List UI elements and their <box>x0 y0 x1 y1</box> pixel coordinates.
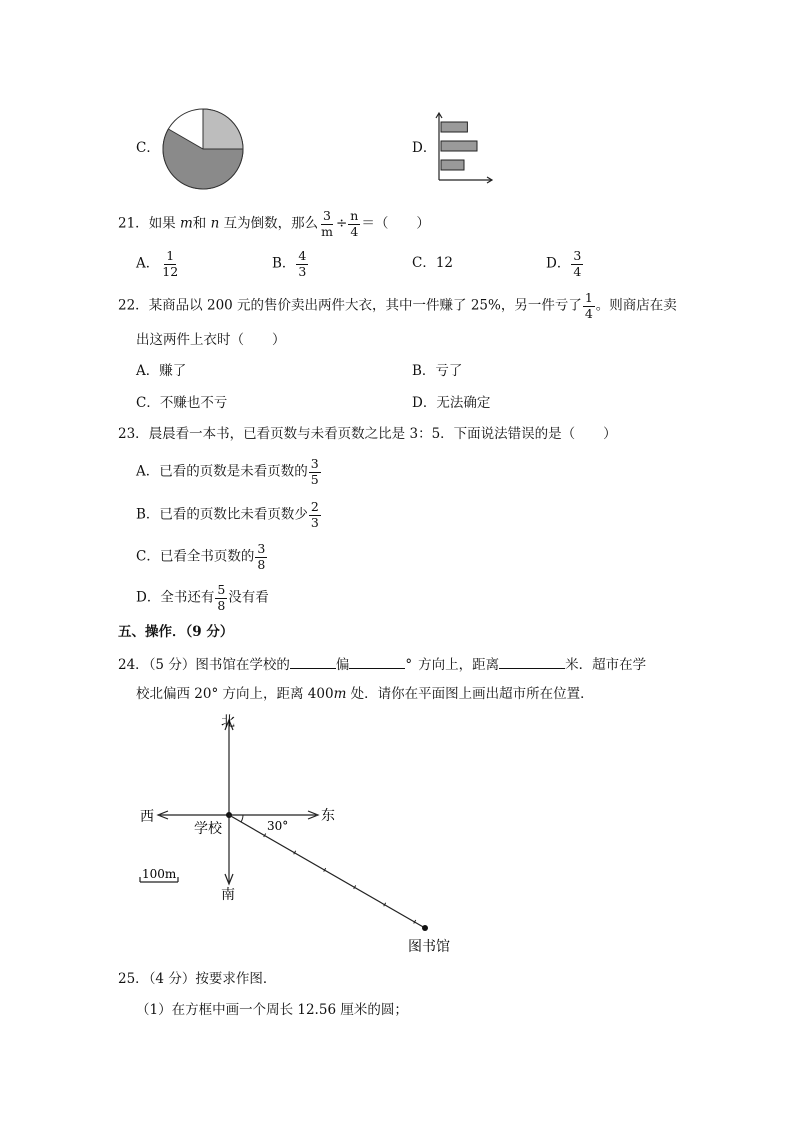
q21-option-d[interactable]: D． $\frac{3}{4}$ <box>546 248 582 279</box>
q25-sub-1: （1）在方框中画一个周长 12.56 厘米的圆； <box>136 1002 408 1018</box>
label-angle: 30° <box>267 819 289 833</box>
fraction-3-over-m: $\frac{3}{m}$ <box>321 208 333 239</box>
fraction-1-over-12: $\frac{1}{12}$ <box>162 248 179 279</box>
label-east: 东 <box>321 808 335 824</box>
q22-option-a[interactable]: A．赚了 <box>136 363 187 379</box>
q21-text: 和 <box>192 215 211 232</box>
bar-1 <box>441 122 467 132</box>
q22-option-b[interactable]: B．亏了 <box>412 363 463 379</box>
var-n: n <box>210 215 220 232</box>
q20-option-c-pie-chart <box>160 106 246 192</box>
q24-stem-line1: 24．（5 分）图书馆在学校的 偏 ° 方向上，距离 米．超市在学 <box>118 657 647 673</box>
q24-stem-line2: 校北偏西 20° 方向上，距离 400m 处．请你在平面图上画出超市所在位置． <box>136 686 594 702</box>
q24-number: 24． <box>118 657 149 673</box>
q24-blank-angle[interactable] <box>349 656 405 669</box>
label-north: 北 <box>221 714 235 730</box>
q21-option-b[interactable]: B． $\frac{4}{3}$ <box>272 248 307 279</box>
q21-option-c[interactable]: C．12 <box>412 255 454 271</box>
pie-slice-light <box>203 109 243 149</box>
bar-2 <box>441 141 477 151</box>
school-to-library-line <box>229 815 425 928</box>
q22-option-c[interactable]: C．不赚也不亏 <box>136 395 228 411</box>
q24-direction-map <box>130 706 470 962</box>
fraction-2-over-3: $\frac{2}{3}$ <box>310 499 319 530</box>
fraction-1-over-4: $\frac{1}{4}$ <box>584 290 593 321</box>
fraction-3-over-5: $\frac{3}{5}$ <box>310 456 319 487</box>
q23-number: 23． <box>118 426 149 442</box>
fraction-4-over-3: $\frac{4}{3}$ <box>298 248 307 279</box>
fraction-3-over-8: $\frac{3}{8}$ <box>257 541 266 572</box>
label-south: 南 <box>221 887 235 903</box>
q21-text: 互为倒数，那么 <box>219 215 319 232</box>
label-west: 西 <box>140 809 154 825</box>
fraction-3-over-4: $\frac{3}{4}$ <box>573 248 582 279</box>
q22-stem-line2: 出这两件上衣时（ ） <box>136 332 286 348</box>
q23-option-d[interactable]: D．全书还有 $\frac{5}{8}$ 没有看 <box>136 582 269 613</box>
library-point <box>422 925 428 931</box>
q22-option-d[interactable]: D．无法确定 <box>412 395 491 411</box>
q23-stem: 23．晨晨看一本书，已看页数与未看页数之比是 3：5．下面说法错误的是（ ） <box>118 426 617 442</box>
q24-blank-distance[interactable] <box>499 656 565 669</box>
label-scale: 100m <box>142 867 177 881</box>
q24-blank-direction[interactable] <box>290 656 336 669</box>
q20-option-d-label: D． <box>412 140 437 156</box>
q25-number: 25． <box>118 971 149 987</box>
q21-number: 21． <box>118 215 149 232</box>
q23-option-c[interactable]: C．已看全书页数的 $\frac{3}{8}$ <box>136 541 266 572</box>
q23-option-b[interactable]: B．已看的页数比未看页数少 $\frac{2}{3}$ <box>136 499 319 530</box>
q22-stem-line1: 22．某商品以 200 元的售价卖出两件大衣，其中一件赚了 25%，另一件亏了 $\frac{1}{4}$ 。则商店在卖 <box>118 290 677 321</box>
q25-stem: 25．（4 分）按要求作图． <box>118 971 277 987</box>
q22-number: 22． <box>118 297 149 314</box>
q20-option-d-bar-chart <box>432 110 496 186</box>
q21-stem: 21．如果 m和 n 互为倒数，那么 $\frac{3}{m}$ ÷ $\frac{n}{4}$ ＝（ ） <box>118 208 430 239</box>
q21-text: 如果 <box>148 215 180 232</box>
section-five-heading: 五、操作．（9 分） <box>118 624 234 640</box>
q23-option-a[interactable]: A．已看的页数是未看页数的 $\frac{3}{5}$ <box>136 456 319 487</box>
var-m: m <box>179 215 193 232</box>
divide-sign: ÷ <box>335 215 348 232</box>
label-library: 图书馆 <box>408 939 450 955</box>
bar-3 <box>441 160 464 170</box>
q20-option-c-label: C． <box>136 140 160 156</box>
fraction-n-over-4: $\frac{n}{4}$ <box>350 208 359 239</box>
angle-arc <box>241 815 243 822</box>
fraction-5-over-8: $\frac{5}{8}$ <box>217 582 226 613</box>
label-school: 学校 <box>194 821 222 837</box>
q21-option-a[interactable]: A． $\frac{1}{12}$ <box>136 248 179 279</box>
equals-paren: ＝（ <box>361 215 389 232</box>
